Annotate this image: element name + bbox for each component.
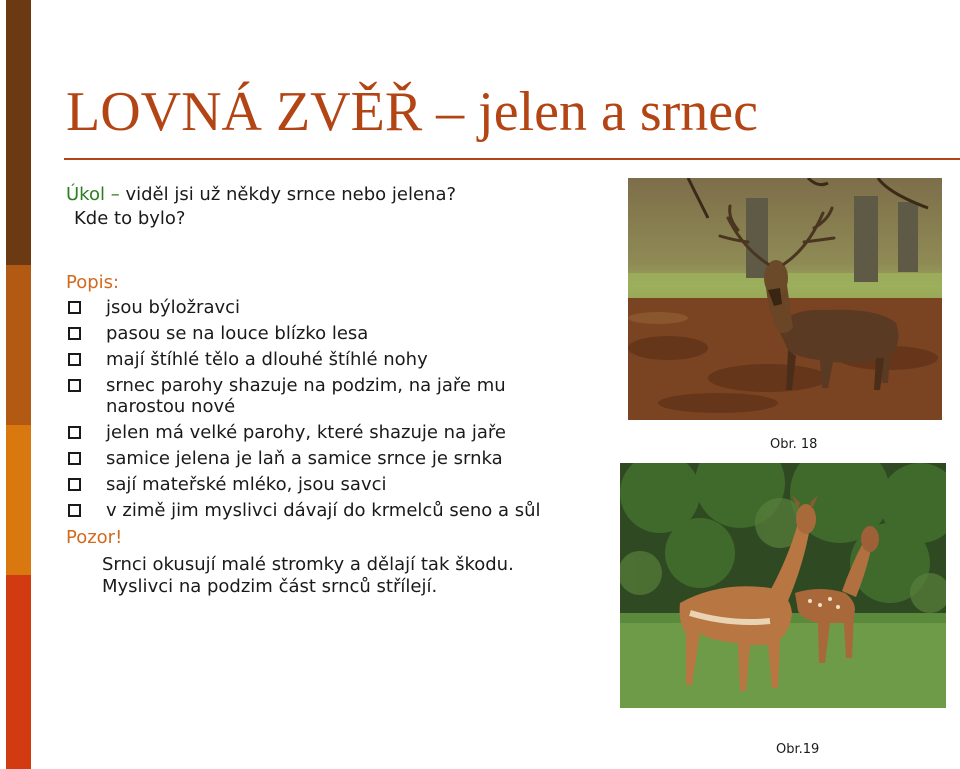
task-question-second-line: Kde to bylo?: [74, 208, 186, 229]
list-item: jsou býložravci: [66, 297, 586, 318]
pozor-heading: Pozor!: [66, 527, 123, 548]
pozor-text: Srnci okusují malé stromky a dělají tak škodu. Myslivci na podzim část srnců střílejí.: [102, 554, 514, 597]
photo-caption-2: Obr.19: [776, 742, 820, 757]
photo-caption-1: Obr. 18: [770, 437, 818, 452]
square-bullet-icon: [68, 301, 81, 314]
side-bar-segment-rust: [6, 265, 31, 425]
popis-list: [66, 297, 586, 521]
roe-deer-photo: [620, 463, 946, 708]
square-bullet-icon: [68, 379, 81, 392]
square-bullet-icon: [68, 504, 81, 517]
list-item: jelen má velké parohy, které shazuje na jaře: [66, 422, 586, 443]
side-decor-bar: [6, 0, 31, 769]
task-line: [66, 183, 586, 207]
square-bullet-icon: [68, 478, 81, 491]
list-item: v zimě jim myslivci dávají do krmelců seno a sůl: [66, 500, 586, 521]
list-item: srnec parohy shazuje na podzim, na jaře mu narostou nové: [66, 375, 586, 417]
square-bullet-icon: [68, 353, 81, 366]
list-item: sají mateřské mléko, jsou savci: [66, 474, 586, 495]
list-item: pasou se na louce blízko lesa: [66, 323, 586, 344]
square-bullet-icon: [68, 327, 81, 340]
list-item: mají štíhlé tělo a dlouhé štíhlé nohy: [66, 349, 586, 370]
slide-title: LOVNÁ ZVĚŘ – jelen a srnec: [66, 81, 759, 143]
title-underline: [64, 158, 960, 160]
side-bar-segment-red: [6, 575, 31, 769]
side-bar-segment-orange: [6, 425, 31, 575]
list-item: samice jelena je laň a samice srnce je srnka: [66, 448, 586, 469]
task-label: Úkol –: [66, 184, 120, 205]
square-bullet-icon: [68, 452, 81, 465]
red-deer-stag-photo: [628, 178, 942, 420]
square-bullet-icon: [68, 426, 81, 439]
side-bar-segment-dark: [6, 0, 31, 265]
popis-heading: Popis:: [66, 272, 120, 293]
slide-content: [66, 183, 586, 598]
task-question: viděl jsi už někdy srnce nebo jelena?: [125, 184, 457, 205]
